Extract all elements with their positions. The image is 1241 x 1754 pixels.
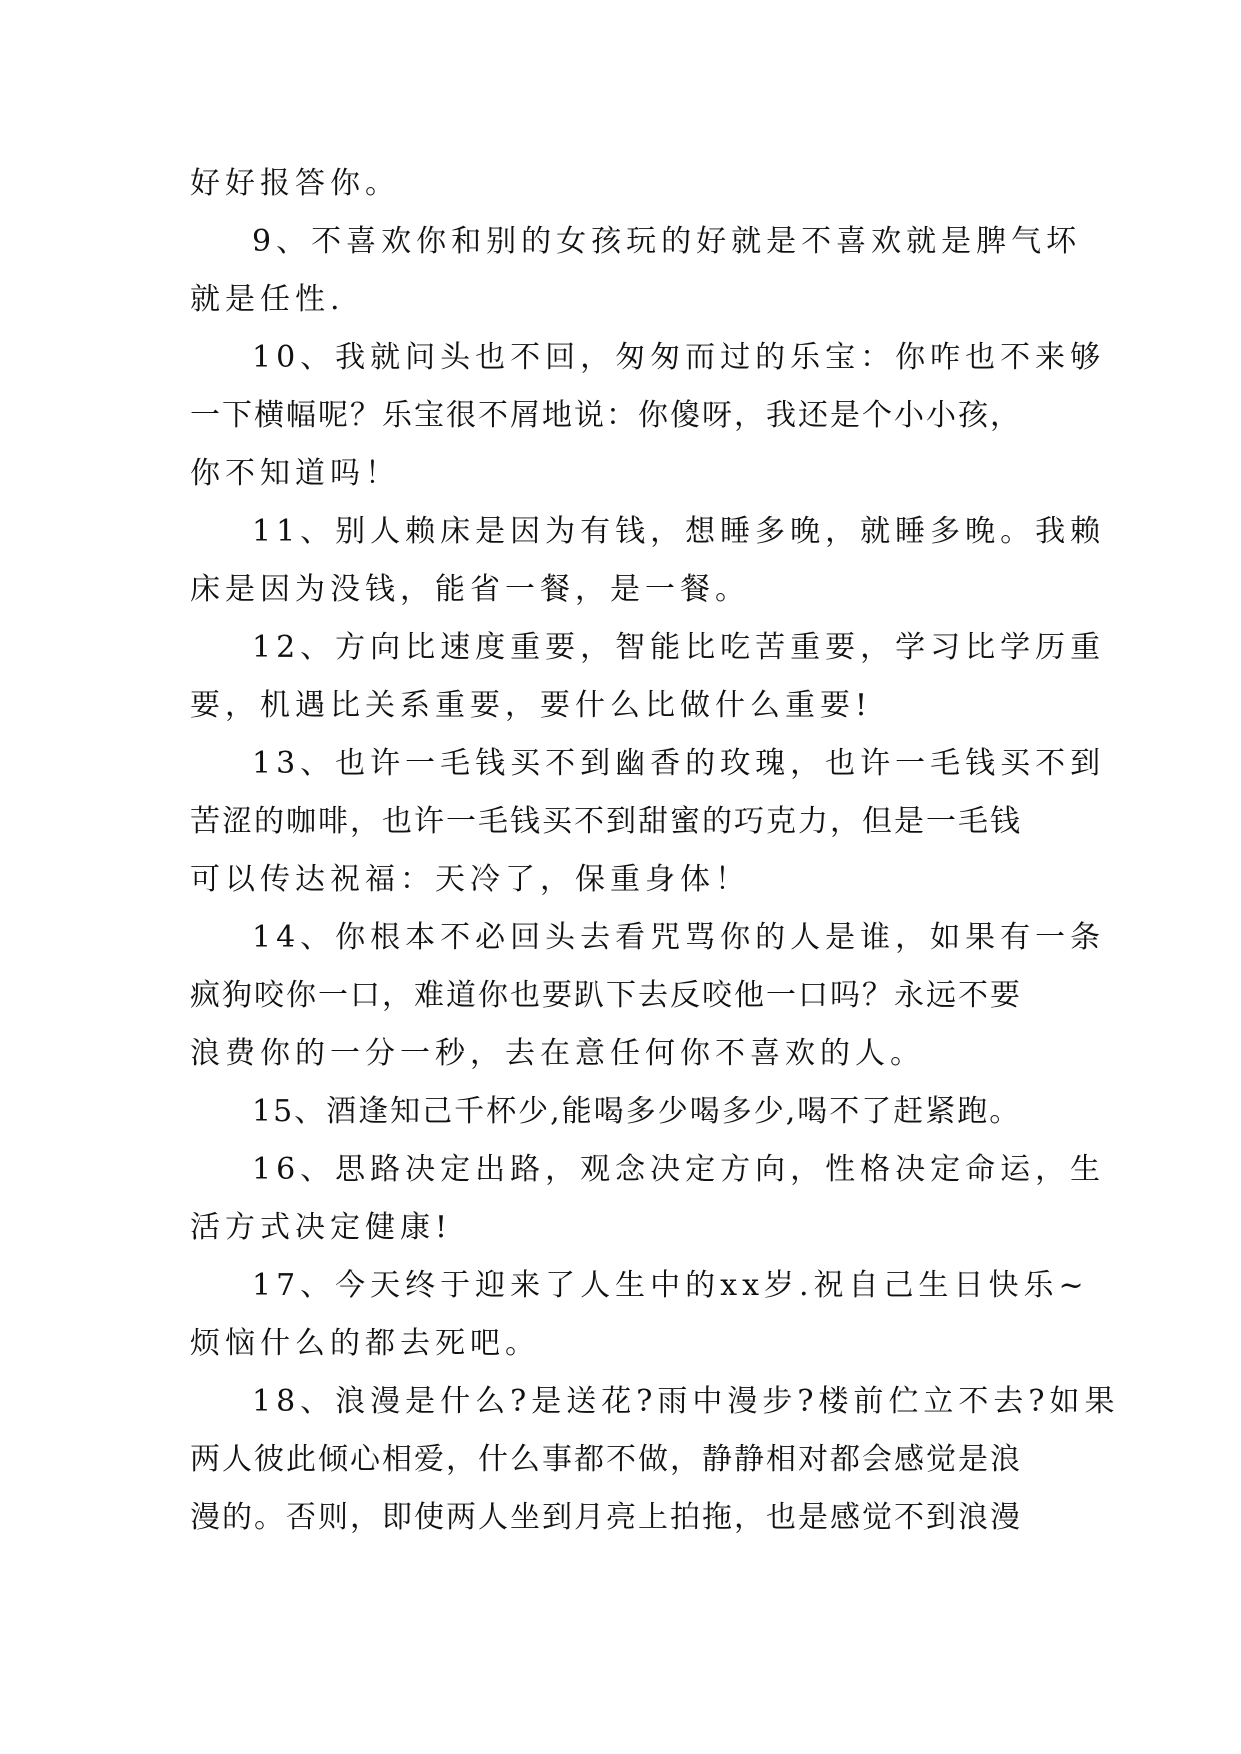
text-line: 17、今天终于迎来了人生中的xx岁.祝自己生日快乐~ [252,1268,1089,1303]
text-line: 就是任性. [190,282,345,317]
text-line: 11、别人赖床是因为有钱，想睡多晚，就睡多晚。我赖 [252,514,1106,549]
text-line: 苦涩的咖啡，也许一毛钱买不到甜蜜的巧克力，但是一毛钱 [190,804,1022,839]
text-line: 疯狗咬你一口，难道你也要趴下去反咬他一口吗？永远不要 [190,978,1022,1013]
text-line: 10、我就问头也不回，匆匆而过的乐宝：你咋也不来够 [252,340,1106,375]
document-body [190,155,1120,1547]
text-line: 两人彼此倾心相爱，什么事都不做，静静相对都会感觉是浪 [190,1442,1022,1477]
text-line: 18、浪漫是什么?是送花?雨中漫步?楼前伫立不去?如果 [252,1384,1120,1419]
text-line: 14、你根本不必回头去看咒骂你的人是谁，如果有一条 [252,920,1106,955]
text-line: 你不知道吗！ [190,456,400,491]
text-line: 15、酒逢知己千杯少,能喝多少喝多少,喝不了赶紧跑。 [252,1094,1022,1129]
text-line: 12、方向比速度重要，智能比吃苦重要，学习比学历重 [252,630,1106,665]
text-line: 烦恼什么的都去死吧。 [190,1326,540,1361]
text-line: 漫的。否则，即使两人坐到月亮上拍拖，也是感觉不到浪漫 [190,1500,1022,1535]
text-line: 活方式决定健康! [190,1210,453,1245]
text-line: 9、不喜欢你和别的女孩玩的好就是不喜欢就是脾气坏 [252,224,1082,259]
text-line: 浪费你的一分一秒，去在意任何你不喜欢的人。 [190,1036,925,1071]
text-line: 床是因为没钱，能省一餐，是一餐。 [190,572,750,607]
text-line: 好好报答你。 [190,166,400,201]
text-line: 一下横幅呢？乐宝很不屑地说：你傻呀，我还是个小小孩， [190,398,1022,433]
text-line: 可以传达祝福：天冷了，保重身体！ [190,862,750,897]
text-line: 13、也许一毛钱买不到幽香的玫瑰，也许一毛钱买不到 [252,746,1106,781]
text-line: 要，机遇比关系重要，要什么比做什么重要! [190,688,873,723]
text-line: 16、思路决定出路，观念决定方向，性格决定命运，生 [252,1152,1106,1187]
